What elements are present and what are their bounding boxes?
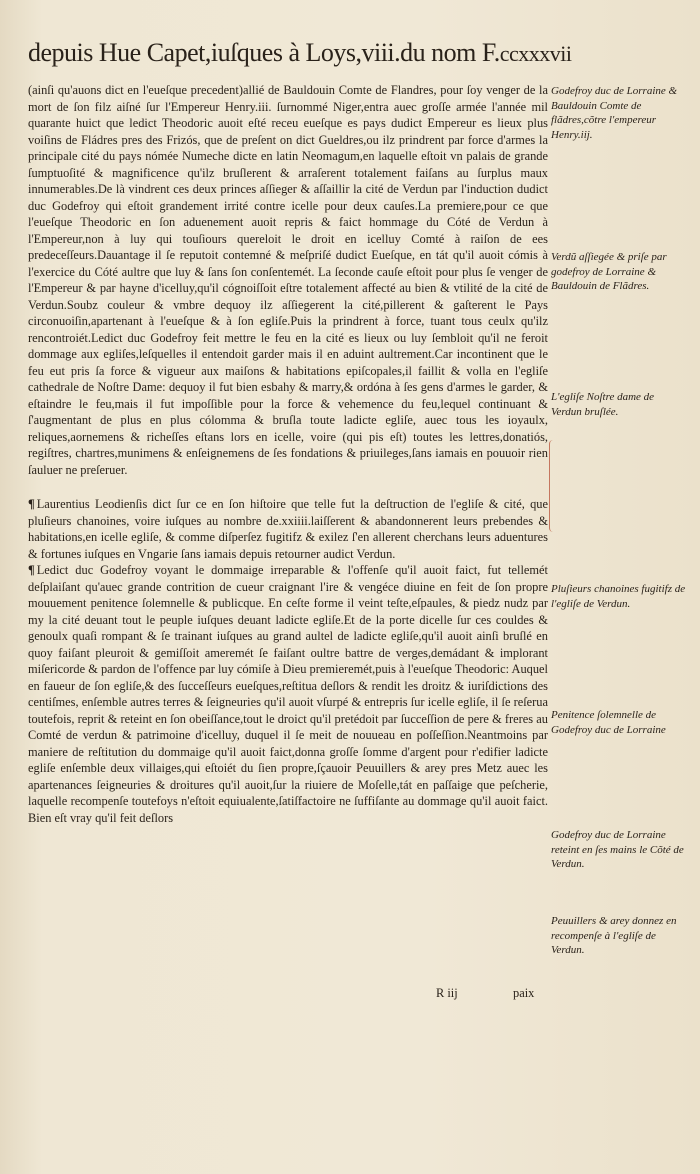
pilcrow-mark: ¶ <box>28 497 35 511</box>
margin-note: Peuuillers & arey donnez en recompenſe à l'egliſe de Verdun. <box>551 915 677 956</box>
margin-bracket <box>549 440 556 532</box>
paragraph <box>28 562 548 826</box>
running-title: depuis Hue Capet,iuſques à Loys,viii.du nom F. <box>28 38 500 67</box>
margin-note: L'egliſe Noſtre dame de Verdun bruſlée. <box>551 391 655 418</box>
margin-note: Penitence ſolemnelle de Godefroy duc de Lorraine <box>551 709 666 736</box>
margin-note: Pluſieurs chanoines fugitifz de l'egliſe de Verdun. <box>551 583 686 610</box>
main-text <box>28 82 548 826</box>
margin-note: Godefroy duc de Lorraine reteint en ſes mains le Cõté de Verdun. <box>551 829 684 870</box>
paragraph <box>28 496 548 562</box>
catchword: paix <box>513 986 535 1000</box>
running-header <box>28 38 688 69</box>
signature-mark: R iij <box>436 986 458 1000</box>
margin-note: Godefroy duc de Lorraine & Bauldouin Comte de flãdres,cõtre l'empereur Henry.iij. <box>551 85 678 141</box>
pilcrow-mark: ¶ <box>28 563 35 577</box>
margin-note: Verdũ aſſiegée & priſe par godefroy de Lorraine & Bauldouin de Flãdres. <box>551 251 667 292</box>
paragraph: (ainſi qu'auons dict en l'eueſque precedent)allié de Bauldouin Comte de Flandres, pour ſoy venger de la mort de ſon filz aiſné ſur l'Empereur Henry.iii. ſurnommé Niger,entra auec groſſe armée l'année mil quarante huict que ledict Theodoric auoit eſté receu eueſque es pays dudict Empereur es lieux plus voiſins de Fládres pres des Frizós, que de preſent on dict Gueldres,ou ilz prindrent par force d'armes la principale cité du pays nómée Numeche dicte en latin Neomagum,en laquelle eſtoit vn palais de grande ſumptuoſité & magnificence qu'ilz bruſlerent & arraſerent totalement faiſans au ſurplus maux innumerables.De là vindrent ces deux princes aſſieger & aſſaillir la cité de Verdun par l'induction dudict duc Godefroy qui eſtoit grandement irrité contre icelle pour deux cauſes.La premiere,pour ce que l'eueſque Theodoric en ſon aduenement auoit repris & faict hommage du Cóté de Verdun à l'Empereur,non à luy qui touſiours quereloit le droit en icelluy Comté à raiſon de ees predeceſſeurs.Dauantage il ſe reputoit contemné & meſpriſé dudict Eueſque, en tát qu'il auoit cómis à l'exercice du Cóté aultre que luy & ſans ſon conſentemét. La ſeconde cauſe eſtoit pour plus ſe venger de l'Empereur & par hayne d'icelluy,qu'il cógnoiſſoit eſtre totalement affecté au bien & vtilité de la cité de Verdun.Soubz couleur & vmbre dequoy ilz aſſiegerent la cité,pillerent & gaſterent le Pays circonuoiſin,apartenant à l'eueſque & à ſon egliſe.Puis la prindrent à force, tuant tous ceulx qu'ilz rencontroiét.Ledict duc Godefroy feit mettre le feu en la cité es lieux ou luy ſembloit qu'il ne feroit dommage aux egliſes,leſquelles il entendoit garder mais il en aduint aultrement.Car incontinent que le feu eut pris ſa force & vigueur aux maiſons & habitations epiſcopales,il faillit & volla en l'egliſe cathedrale de Noſtre Dame: dequoy il fut bien esbahy & marry,& ordóna à ſes gens d'armes le garder, & eſtaindre le feu,mais il fut impoſſible pour la force & vehemence du feu,lequel continuant & ſ'augmentant de plus en plus cólomma & bruſla toute ladicte egliſe, auec tous les ioyaulx, reliques,aornemens & richeſſes eſtans lors en icelle, voire (qui pis eſt) toutes les lettres,donatiós, regiſtres, chartres,munimens & enſeignemens de ſes fondations & priuileges,ſans iamais en pouuoir rien ſauluer ne preſeruer. <box>28 83 548 477</box>
folio-number: ccxxxvii <box>499 41 572 66</box>
paragraph-text: Ledict duc Godefroy voyant le dommaige irreparable & l'offenſe qu'il auoit faict, fut tellemét deſplaiſant qu'auec grande contrition de cueur craignant l'ire & vengéce diuine en feit de ſon propre mouuement penitence ſolemnelle & publicque. En ceſte forme il veint teſte,eſpaules, & piedz nudz par my la cité deuant tout le peuple iuſques deuant ladicte egliſe.Et de la porte dicelle ſur ces couldes & genoulx quaſi rompant & ſe trainant iuſques au grand aultel de ladicte egliſe,qu'il auoit ainſi bruſlé en quoy faiſant pleuroit & gemiſſoit ameremét ſe faiſant oultre battre de verges,demádant & implorant miſericorde & pardon de l'offence par luy cómiſe à Dieu premieremét,puis à l'eueſque Theodoric: Auquel en faueur de ſon egliſe,& des ſucceſſeurs eueſques,reſtitua deſlors & rendit les droitz & iuriſdictions des centiſmes, enſemble autres terres & ſeigneuries qu'il auoit vſurpé & entrepris ſur icelle egliſe, il ſe reſerua toutefois, reprit & reteint en ſon obeiſſance,tout le droict qu'il pretédoit par ſucceſſion de pere & freres au Comté de verdun & patrimoine d'icelluy, duquel il ſe meit de nouueau en poſſeſſion.Neantmoins par maniere de reſtitution du dommaige qu'il auoit faict,donna groſſe ſomme d'argent pour r'edifier ladicte egliſe enſemble deux villaiges,qui eſtoiét du ſien propre,ſçauoir Peuuillers & arey pres Metz auec les apartenances ſeigneuries & droitures qu'il auoit,ſur la riuiere de Moſelle,tát en paſſaige que peſcherie, laquelle recompenſe toutefoys n'eſtoit equiualente,ſatiſfactoire ne ſuffiſante au dommage qu'il auoit faict. Bien eſt vray qu'il feit deſlors <box>28 563 548 825</box>
paragraph-text: Laurentius Leodienſis dict ſur ce en ſon hiſtoire que telle fut la deſtruction de l'egliſe & cité, que pluſieurs chanoines, voire iuſques au nombre de.xxiiii.laiſſerent & abandonnerent leurs prebendes & habitations,en icelle egliſe, & comme diſperſez fugitifz & exilez ſ'en allerent cherchans leurs aduentures & fortunes iuſques en Vngarie ſans iamais depuis retourner audict Verdun. <box>28 497 548 561</box>
